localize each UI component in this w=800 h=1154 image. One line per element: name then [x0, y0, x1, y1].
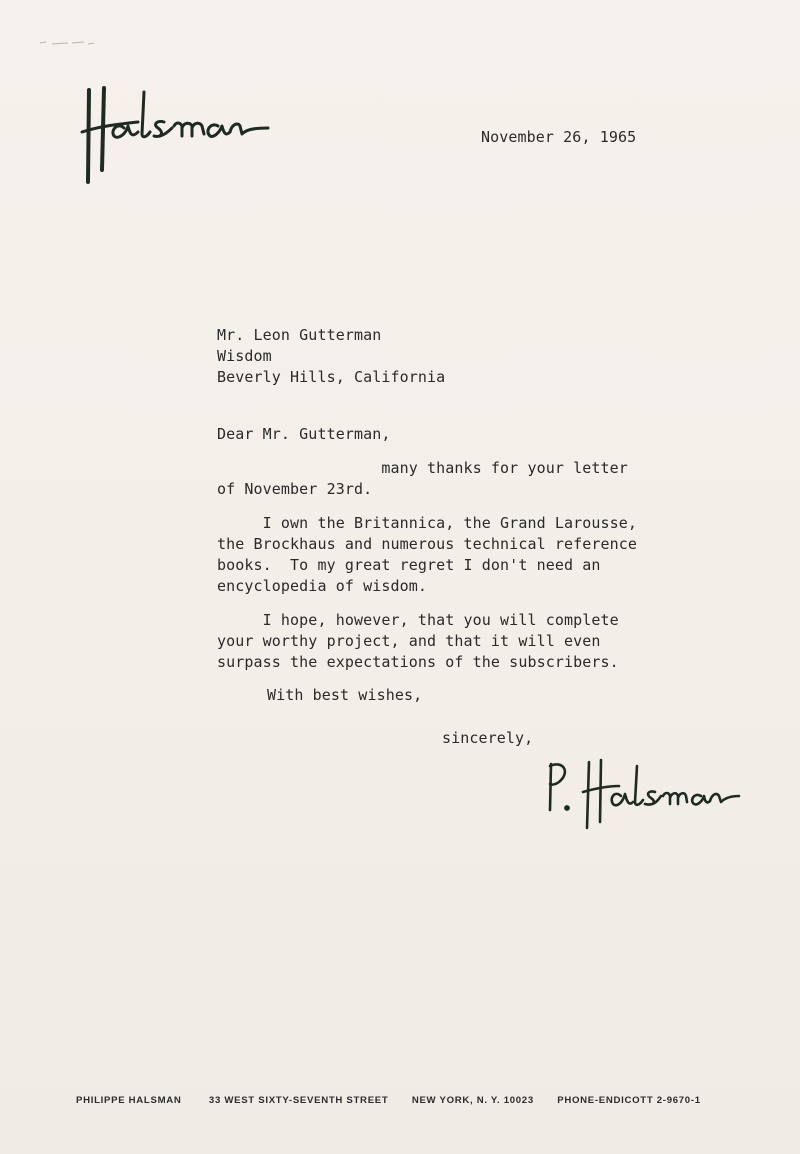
salutation: Dear Mr. Gutterman,: [217, 425, 391, 443]
paragraph-1: [217, 458, 677, 500]
recipient-address: [217, 325, 445, 388]
footer-name: PHILIPPE HALSMAN: [76, 1095, 182, 1106]
body-line: surpass the expectations of the subscribers.: [217, 653, 619, 671]
footer-city: NEW YORK, N. Y. 10023: [411, 1095, 534, 1106]
footer-phone: PHONE-ENDICOTT 2-9670-1: [557, 1095, 701, 1106]
body-line: your worthy project, and that it will even: [217, 632, 601, 650]
paragraph-3: [217, 610, 677, 673]
paragraph-2: [217, 513, 677, 597]
signoff: sincerely,: [442, 729, 534, 747]
halsman-logo: [80, 82, 280, 187]
recipient-name: Mr. Leon Gutterman: [217, 326, 382, 344]
body-line: books. To my great regret I don't need an: [217, 556, 601, 574]
body-line: many thanks for your letter: [217, 459, 628, 477]
footer-street: 33 WEST SIXTY-SEVENTH STREET: [208, 1095, 389, 1106]
letter-body: [217, 458, 677, 673]
paper-fleck-mark: [38, 38, 98, 48]
closing-line: With best wishes,: [267, 686, 423, 704]
body-line: encyclopedia of wisdom.: [217, 577, 428, 595]
body-line: I own the Britannica, the Grand Larousse,: [217, 514, 638, 532]
recipient-organization: Wisdom: [217, 347, 272, 365]
body-line: of November 23rd.: [217, 480, 373, 498]
handwritten-signature: [545, 752, 745, 832]
letter-date: November 26, 1965: [481, 128, 637, 146]
recipient-city: Beverly Hills, California: [217, 368, 446, 386]
letterhead-footer: [76, 1095, 736, 1106]
body-line: I hope, however, that you will complete: [217, 611, 619, 629]
body-line: the Brockhaus and numerous technical reference: [217, 535, 638, 553]
